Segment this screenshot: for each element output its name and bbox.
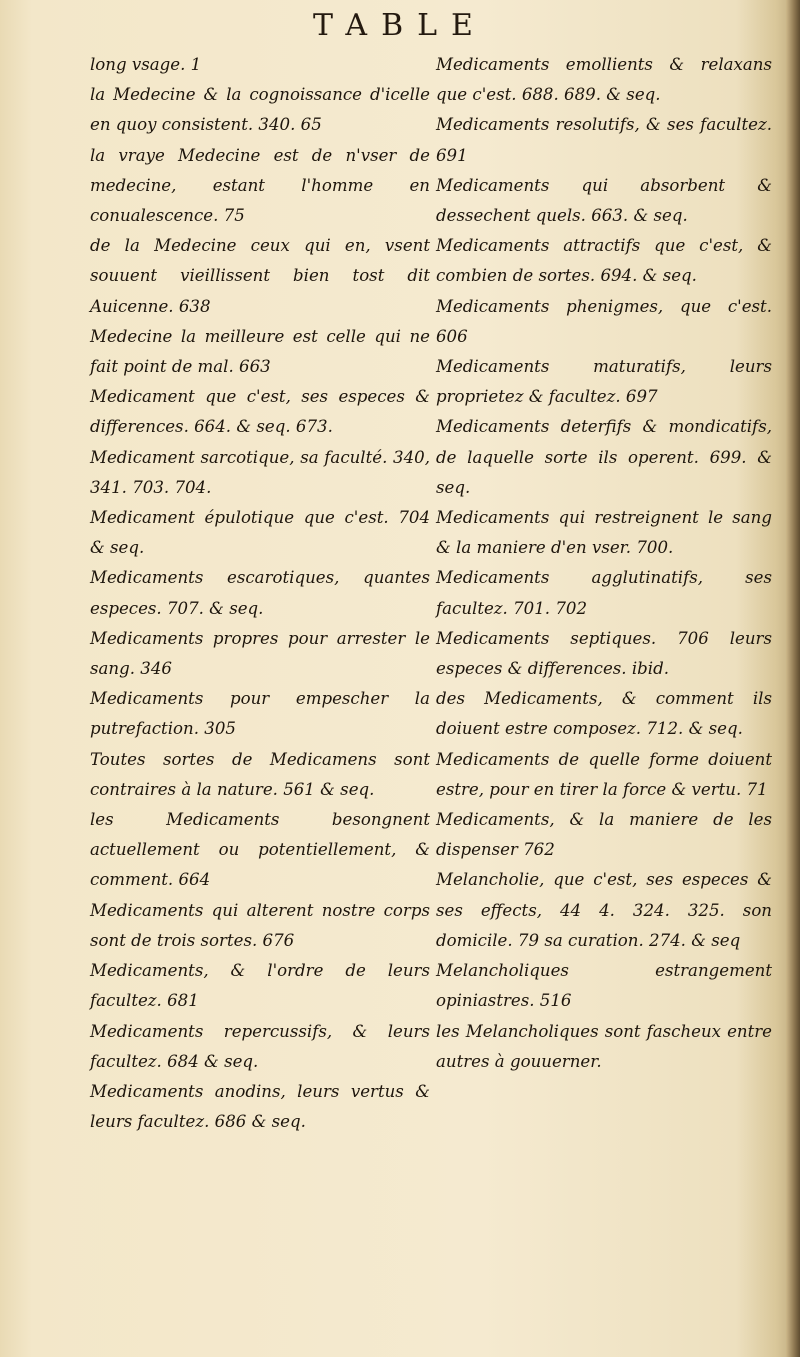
index-entry: des Medicaments, & comment ils doiuent estre composez. 712. & seq.: [436, 689, 772, 739]
page-header-title: TABLE: [313, 8, 487, 43]
index-entry: Medicaments qui absorbent & dessechent quels. 663. & seq.: [436, 175, 772, 226]
index-entry: les Melancholiques sont fascheux entre autres à gouuerner.: [436, 1021, 772, 1071]
index-entry: Medicaments anodins, leurs vertus & leurs facultez. 686 & seq.: [90, 1081, 430, 1132]
index-entry: Medicaments pour empescher la putrefaction. 305: [90, 689, 430, 739]
index-entry: Medicaments qui restreignent le sang & la maniere d'en vser. 700.: [436, 508, 772, 558]
index-entry: Medicaments propres pour arrester le sang. 346: [90, 628, 430, 679]
index-entry: Medicaments attractifs que c'est, & combien de sortes. 694. & seq.: [436, 236, 772, 286]
index-entry: Medicaments deterfifs & mondicatifs, de laquelle sorte ils operent. 699. & seq.: [436, 417, 772, 497]
index-entry: les Medicaments besongnent actuellement ou potentiellement, & comment. 664: [90, 810, 430, 890]
index-entry: Medicaments septiques. 706 leurs especes & differences. ibid.: [436, 628, 772, 679]
index-entry: de la Medecine ceux qui en, vsent souuent vieillissent bien tost dit Auicenne. 638: [90, 236, 430, 316]
index-entry: Medicaments maturatifs, leurs proprietez & facultez. 697: [436, 357, 772, 407]
index-column-left: [90, 50, 430, 1137]
index-entry: Medicament que c'est, ses especes & differences. 664. & seq. 673.: [90, 387, 430, 437]
index-column-right: [436, 50, 772, 1077]
page-edge: [786, 0, 800, 1357]
index-entry: la vraye Medecine est de n'vser de medecine, estant l'homme en conualescence. 75: [90, 145, 430, 226]
index-entry: Toutes sortes de Medicamens sont contraires à la nature. 561 & seq.: [90, 749, 430, 799]
index-entry: Medecine la meilleure est celle qui ne fait point de mal. 663: [90, 326, 430, 377]
index-entry: Medicaments escarotiques, quantes especes. 707. & seq.: [90, 568, 430, 618]
index-entry: Medicaments phenigmes, que c'est. 606: [436, 296, 772, 346]
index-entry: Medicament sarcotique, sa faculté. 340, 341. 703. 704.: [90, 447, 430, 497]
index-entry: Medicaments agglutinatifs, ses facultez. 701. 702: [436, 568, 772, 618]
index-entry: Medicaments, & l'ordre de leurs facultez. 681: [90, 961, 430, 1011]
index-entry: Medicaments repercussifs, & leurs facultez. 684 & seq.: [90, 1021, 430, 1071]
index-entry: Medicaments de quelle forme doiuent estre, pour en tirer la force & vertu. 71: [436, 749, 772, 799]
index-entry: Melancholiques estrangement opiniastres. 516: [436, 961, 772, 1011]
index-entry: Medicament épulotique que c'est. 704 & seq.: [90, 508, 430, 558]
index-entry: Medicaments, & la maniere de les dispenser 762: [436, 810, 772, 860]
index-entry: long vsage. 1: [90, 55, 202, 74]
index-entry: Medicaments resolutifs, & ses facultez. 691: [436, 115, 772, 165]
index-entry: la Medecine & la cognoissance d'icelle en quoy consistent. 340. 65: [90, 85, 430, 135]
index-entry: Medicaments qui alterent nostre corps sont de trois sortes. 676: [90, 900, 430, 950]
index-entry: Medicaments emollients & relaxans que c'est. 688. 689. & seq.: [436, 55, 772, 105]
index-entry: Melancholie, que c'est, ses especes & ses effects, 44 4. 324. 325. son domicile. 79 sa curation. 274. & seq: [436, 870, 772, 950]
